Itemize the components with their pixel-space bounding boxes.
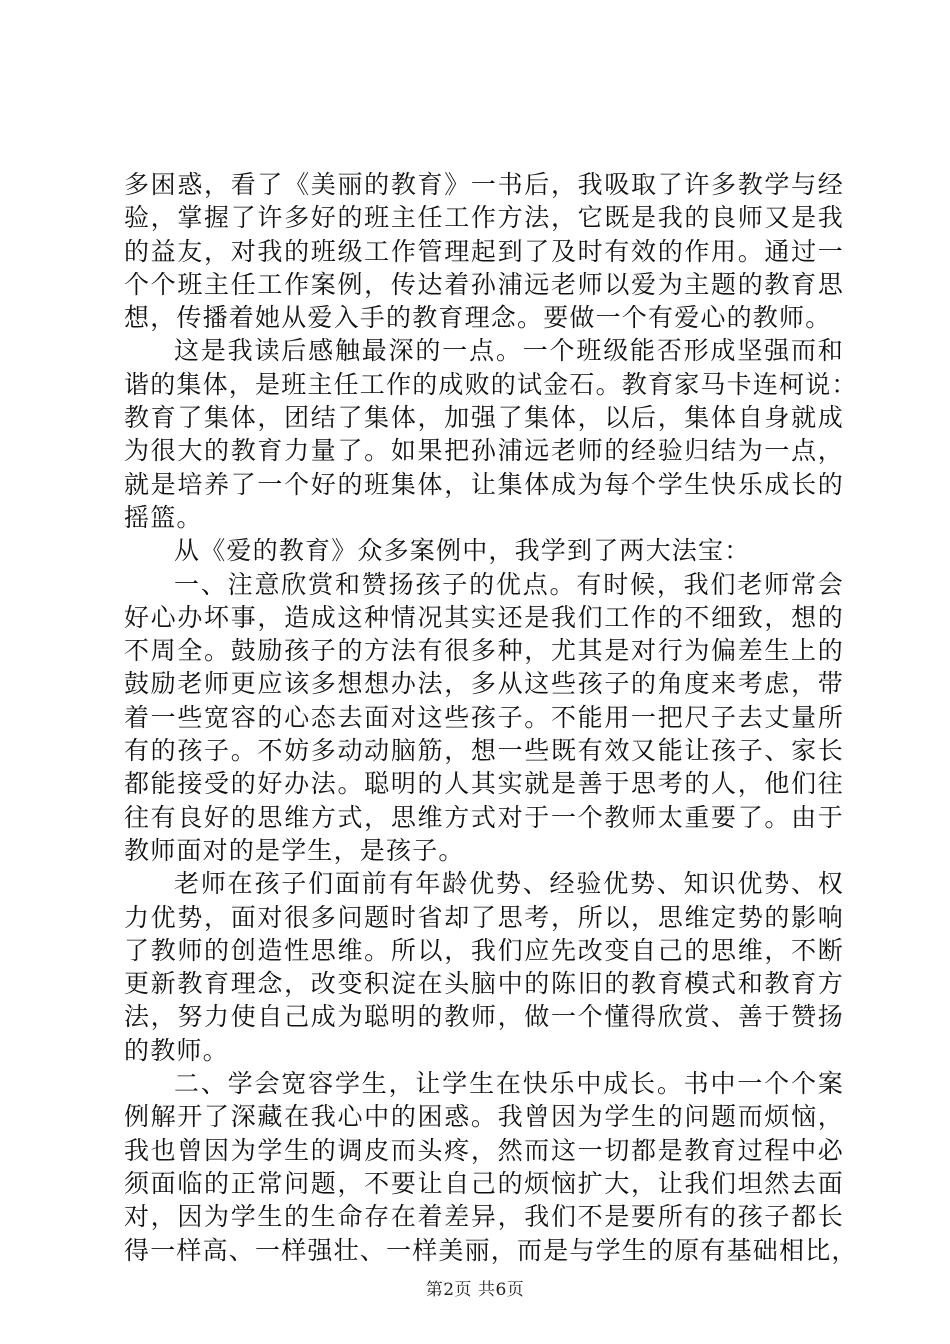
text-line: 验，掌握了许多好的班主任工作方法，它既是我的良师又是我: [124, 203, 844, 233]
text-line: 了教师的创造性思维。所以，我们应先改变自己的思维，不断: [124, 935, 844, 965]
text-line: 更新教育理念，改变积淀在头脑中的陈旧的教育模式和教育方: [124, 969, 844, 999]
text-line: 的教师。: [124, 1035, 229, 1065]
text-line: 二、学会宽容学生，让学生在快乐中成长。书中一个个案: [174, 1069, 844, 1099]
text-line: 老师在孩子们面前有年龄优势、经验优势、知识优势、权: [174, 869, 844, 899]
text-line: 想，传播着她从爱入手的教育理念。要做一个有爱心的教师。: [124, 303, 832, 333]
text-line: 一、注意欣赏和赞扬孩子的优点。有时候，我们老师常会: [174, 569, 844, 599]
text-line: 往有良好的思维方式，思维方式对于一个教师太重要了。由于: [124, 802, 844, 832]
text-line: 鼓励老师更应该多想想办法，多从这些孩子的角度来考虑，带: [124, 669, 844, 699]
text-line: 教育了集体，团结了集体，加强了集体，以后，集体自身就成: [124, 403, 844, 433]
text-line: 个个班主任工作案例，传达着孙浦远老师以爱为主题的教育思: [124, 269, 844, 299]
text-line: 教师面对的是学生，是孩子。: [124, 835, 465, 865]
text-line: 都能接受的好办法。聪明的人其实就是善于思考的人，他们往: [124, 769, 844, 799]
text-line: 谐的集体，是班主任工作的成败的试金石。教育家马卡连柯说：: [124, 369, 858, 399]
text-line: 多困惑，看了《美丽的教育》一书后，我吸取了许多教学与经: [124, 170, 844, 199]
page-number-footer: 第2页 共6页: [425, 1280, 525, 1300]
text-line: 力优势，面对很多问题时省却了思考，所以，思维定势的影响: [124, 902, 844, 932]
text-line: 法，努力使自己成为聪明的教师，做一个懂得欣赏、善于赞扬: [124, 1002, 844, 1032]
text-line: 为很大的教育力量了。如果把孙浦远老师的经验归结为一点，: [124, 436, 844, 466]
text-line: 的益友，对我的班级工作管理起到了及时有效的作用。通过一: [124, 236, 844, 266]
text-line: 例解开了深藏在我心中的困惑。我曾因为学生的问题而烦恼，: [124, 1102, 844, 1132]
text-line: 着一些宽容的心态去面对这些孩子。不能用一把尺子去丈量所: [124, 702, 844, 732]
text-line: 摇篮。: [124, 502, 203, 532]
text-line: 有的孩子。不妨多动动脑筋，想一些既有效又能让孩子、家长: [124, 736, 844, 766]
text-line: 这是我读后感触最深的一点。一个班级能否形成坚强而和: [174, 336, 844, 366]
text-line: 对，因为学生的生命存在着差异，我们不是要所有的孩子都长: [124, 1202, 844, 1232]
text-line: 就是培养了一个好的班集体，让集体成为每个学生快乐成长的: [124, 469, 844, 499]
text-line: 得一样高、一样强壮、一样美丽，而是与学生的原有基础相比，: [124, 1235, 858, 1265]
text-line: 不周全。鼓励孩子的方法有很多种，尤其是对行为偏差生上的: [124, 636, 844, 666]
text-line: 好心办坏事，造成这种情况其实还是我们工作的不细致，想的: [124, 602, 844, 632]
text-line: 须面临的正常问题，不要让自己的烦恼扩大，让我们坦然去面: [124, 1168, 844, 1198]
text-line: 我也曾因为学生的调皮而头疼，然而这一切都是教育过程中必: [124, 1135, 844, 1165]
text-line: 从《爱的教育》众多案例中，我学到了两大法宝：: [174, 536, 751, 566]
document-body: [124, 168, 858, 1267]
